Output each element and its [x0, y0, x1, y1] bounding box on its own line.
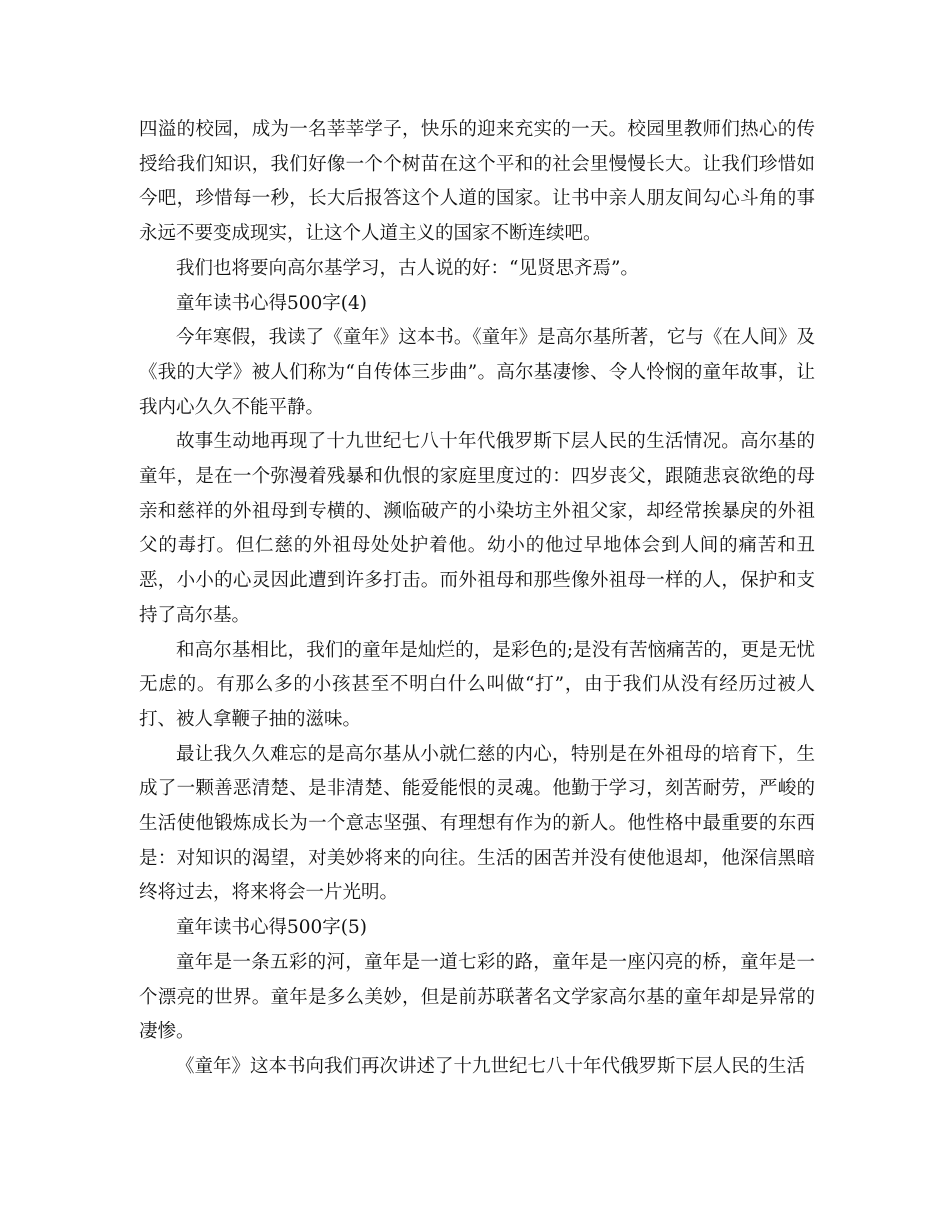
- paragraph-truncated: 《童年》这本书向我们再次讲述了十九世纪七八十年代俄罗斯下层人民的生活: [176, 1055, 806, 1077]
- paragraph: 童年是一条五彩的河，童年是一道七彩的路，童年是一座闪亮的桥，童年是一个漂亮的世界。童年是多么美妙，但是前苏联著名文学家高尔基的童年却是异常的凄惨。: [139, 951, 815, 1043]
- paragraph: 今年寒假，我读了《童年》这本书。《童年》是高尔基所著，它与《在人间》及《我的大学》被人们称为“自传体三步曲”。高尔基凄惨、令人怜悯的童年故事，让我内心久久不能平静。: [139, 327, 815, 418]
- paragraph: 故事生动地再现了十九世纪七八十年代俄罗斯下层人民的生活情况。高尔基的童年，是在一个弥漫着残暴和仇恨的家庭里度过的：四岁丧父，跟随悲哀欲绝的母亲和慈祥的外祖母到专横的、濒临破产的小染坊主外祖父家，却经常挨暴戾的外祖父的毒打。但仁慈的外祖母处处护着他。幼小的他过早地体会到人间的痛苦和丑恶，小小的心灵因此遭到许多打击。而外祖母和那些像外祖母一样的人，保护和支持了高尔基。: [139, 431, 815, 626]
- paragraph: 最让我久久难忘的是高尔基从小就仁慈的内心，特别是在外祖母的培育下，生成了一颗善恶清楚、是非清楚、能爱能恨的灵魂。他勤于学习，刻苦耐劳，严峻的生活使他锻炼成长为一个意志坚强、有理想有作为的新人。他性格中最重要的东西是：对知识的渴望，对美妙将来的向往。生活的困苦并没有使他退却，他深信黑暗终将过去，将来将会一片光明。: [139, 743, 815, 904]
- paragraph: 和高尔基相比，我们的童年是灿烂的，是彩色的;是没有苦恼痛苦的，更是无忧无虑的。有那么多的小孩甚至不明白什么叫做“打”，由于我们从没有经历过被人打、被人拿鞭子抽的滋味。: [139, 639, 815, 730]
- paragraph-quote: 我们也将要向高尔基学习，古人说的好：“见贤思齐焉”。: [176, 257, 639, 279]
- section-heading-5: 童年读书心得500字(5): [176, 917, 368, 939]
- paragraph-continuation: 四溢的校园，成为一名莘莘学子，快乐的迎来充实的一天。校园里教师们热心的传授给我们知识，我们好像一个个树苗在这个平和的社会里慢慢长大。让我们珍惜如今吧，珍惜每一秒，长大后报答这个人道的国家。让书中亲人朋友间勾心斗角的事永远不要变成现实，让这个人道主义的国家不断连续吧。: [139, 119, 815, 245]
- section-heading-4: 童年读书心得500字(4): [176, 292, 368, 314]
- document-body: [139, 113, 815, 1085]
